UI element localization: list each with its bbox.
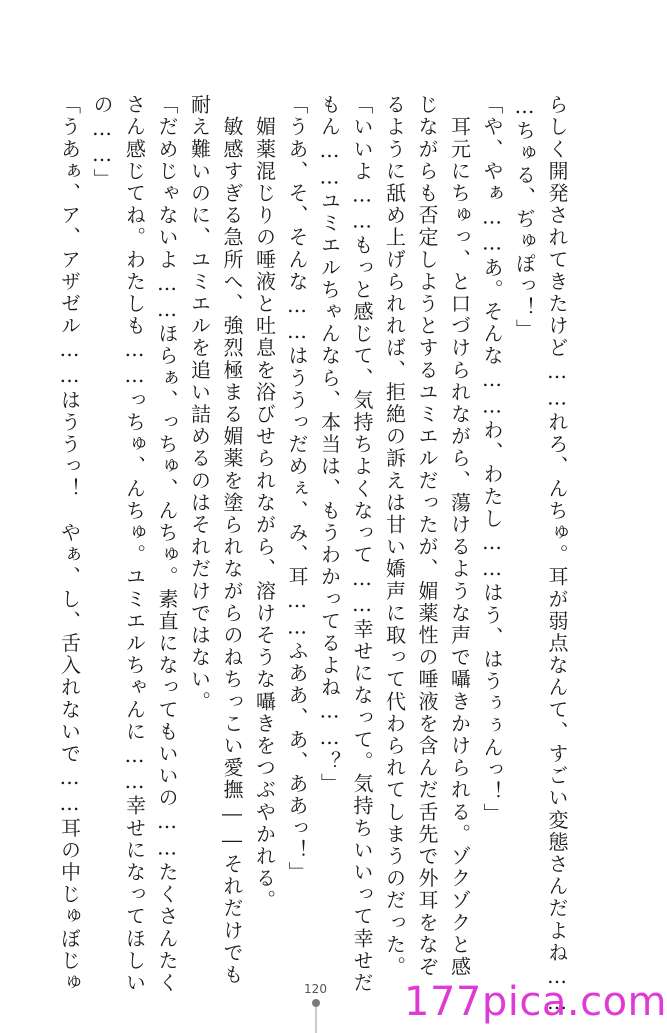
page-number: 120 bbox=[304, 982, 327, 996]
text-line: 敏感すぎる急所へ、強烈極まる媚薬を塗られながらのねちっこい愛撫――それだけでも bbox=[220, 94, 244, 986]
text-line: 「いいよ……もっと感じて、気持ちよくなって……幸せになって。気持ちいいって幸せだ bbox=[350, 94, 374, 994]
watermark: 177pica.com bbox=[404, 979, 667, 1025]
text-line: るように舐め上げられれば、拒絶の訴えは甘い嬌声に取って代わられてしまうのだった。 bbox=[382, 94, 407, 978]
text-line: 「うあぁ、ア、アザゼル……はううっ！ やぁ、し、舌入れないで……耳の中じゅぼじゅ bbox=[57, 94, 82, 994]
text-line: …ちゅる、ぢゅぽっ！」 bbox=[512, 94, 537, 342]
text-line: らしく開発されてきたけど……れろ、んちゅ。耳が弱点なんて、すごい変態さんだよね…… bbox=[545, 94, 569, 1017]
text-line: 耐え難いのに、ユミエルを追い詰めるのはそれだけではない。 bbox=[187, 94, 212, 713]
text-line: 「だめじゃないよ……ほらぁ、っちゅ、んちゅ。素直になってもいいの……たくさんたく bbox=[155, 94, 179, 994]
text-line: 耳元にちゅっ、と口づけられながら、蕩けるような声で囁きかけられる。ゾクゾクと感 bbox=[447, 94, 472, 978]
text-line: さん感じてね。わたしも……っちゅ、んちゅ。ユミエルちゃんに……幸せになってほしい bbox=[122, 94, 147, 994]
text-line: 「うあ、そ、そんな……はううっだめぇ、み、耳……ふああ、あ、ああっ！」 bbox=[285, 94, 309, 884]
text-line: もん……ユミエルちゃんなら、本当は、もうわかってるよね……？」 bbox=[317, 94, 342, 796]
text-line: じながらも否定しようとするユミエルだったが、媚薬性の唾液を含んだ舌先で外耳をなぞ bbox=[415, 94, 439, 978]
text-line: 媚薬混じりの唾液と吐息を浴びせられながら、溶けそうな囁きをつぶやかれる。 bbox=[252, 94, 277, 912]
page-ornament-icon bbox=[311, 998, 321, 1033]
text-line: の……」 bbox=[90, 94, 114, 191]
text-line: 「や、やぁ……あ。そんな……わ、わたし……はう、はうぅぅんっ！」 bbox=[480, 94, 504, 826]
